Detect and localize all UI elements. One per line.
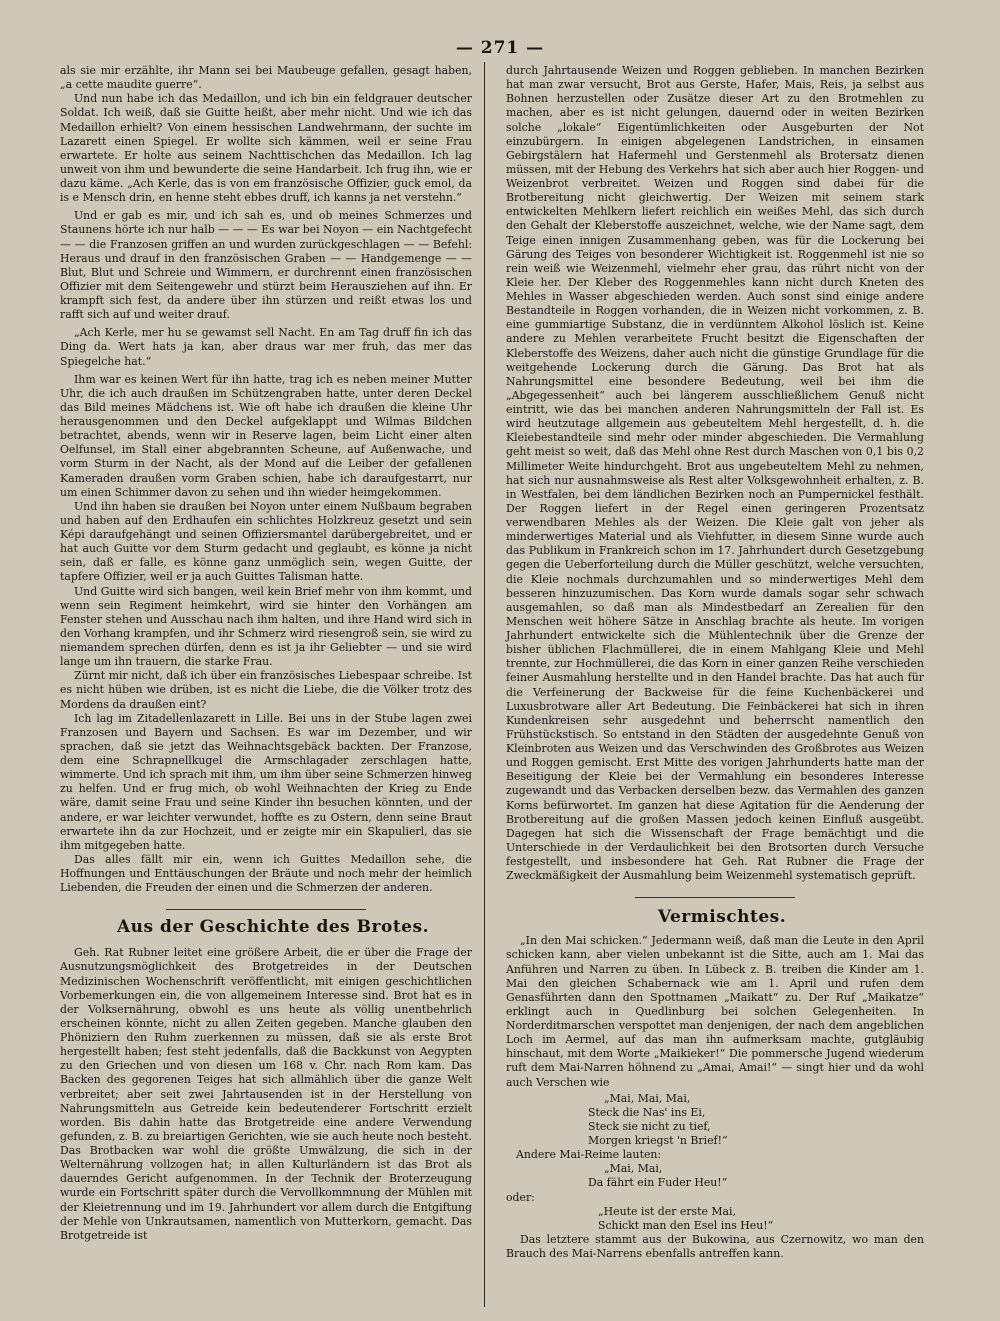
story-paragraph: Und Guitte wird sich bangen, weil kein Brief mehr von ihm kommt, und wenn sein Regiment heimkehrt, wird sie hinter den Vorhängen am Fenster stehen und Ausschau nach ihm halten, und ihre Hand wird sich in den Vorhang krampfen, und ihr Schmerz wird riesengroß sein, sie wird zu niemandem sprechen dürfen, denn es ist ja ihr Geliebter — und sie wird lange um ihn trauern, die starke Frau. xyxy=(60,584,472,669)
verse-block xyxy=(506,1092,924,1233)
column-divider xyxy=(484,62,485,1307)
verse-line: Steck sie nicht zu tief, xyxy=(588,1119,711,1133)
story-paragraph: Und ihn haben sie draußen bei Noyon unter einem Nußbaum begraben und haben auf den Erdhaufen ein schlichtes Holzkreuz gesetzt und sein Képi daraufgehängt und seinen Offiziersmantel darübergebreitet, und er hat auch Guitte vor dem Sturm gedacht und geglaubt, es könne ja nicht sein, daß er falle, es könne ganz unmöglich sein, wegen Guitte, der tapfere Offizier, weil er ja auch Guittes Talisman hatte. xyxy=(60,499,472,584)
misc-closing: Das letztere stammt aus der Bukowina, aus Czernowitz, wo man den Brauch des Mai-Narrens ebenfalls antreffen kann. xyxy=(506,1232,924,1260)
story-paragraph: als sie mir erzählte, ihr Mann sei bei Maubeuge gefallen, gesagt haben, „a cette maudite guerre“. xyxy=(60,64,472,92)
verse-line: Morgen kriegst 'n Brief!“ xyxy=(588,1134,728,1147)
headline-vermischtes: Vermischtes. xyxy=(657,907,787,928)
story-paragraph: Ich lag im Zitadellenlazarett in Lille. Bei uns in der Stube lagen zwei Franzosen und Bayern und Sachsen. Es war im Dezember, und wir sprachen, daß sie jetzt das Weihnachtsgebäck backten. Der Franzose, dem eine Schrapnellkugel die Armschlagader zerschlagen hatte, wimmerte. Und ich sprach mit ihm, um ihm über seine Schmerzen hinweg zu helfen. Und er frug mich, ob wohl Weihnachten der Krieg zu Ende wäre, damit seine Frau und seine Kinder ihn besuchen könnten, und der andere, er war leichter verwundet, hoffte es zu Ostern, denn seine Braut erwartete ihn da zur Hochzeit, und er zeigte mir ein Skapulierl, das sie ihm mitgegeben hatte. xyxy=(60,711,472,852)
misc-paragraph: „In den Mai schicken.“ Jedermann weiß, daß man die Leute in den April schicken kann, aber vielen unbekannt ist die Sitte, auch am 1. Mai das Anführen und Narren zu üben. In Lübeck z. B. treiben die Kinder am 1. Mai den gleichen Schabernack wie am 1. April und rufen dem Genasführten dann den Spottnamen „Maikatt“ zu. Der Ruf „Maikatze“ erklingt auch in Quedlinburg bei solchen Gelegenheiten. In Norderditmarschen verspottet man denjenigen, der nach dem angeblichen Loch im Aermel, auf das man ihn aufmerksam machte, gutgläubig hinschaut, mit dem Worte „Maikieker!“ Die pommersche Jugend wiederum ruft dem Mai-Narren höhnend zu „Amai, Amai!“ — singt hier und da wohl auch Verschen wie xyxy=(506,934,924,1089)
verse-oder-label: oder: xyxy=(506,1190,535,1204)
story-paragraph: „Ach Kerle, mer hu se gewamst sell Nacht. En am Tag druff fin ich das Ding da. Wert hats ja kan, aber draus war mer fruh, das mer das Spiegelche hat.“ xyxy=(60,326,472,368)
verse-line: Schickt man den Esel ins Heu!“ xyxy=(598,1218,774,1232)
story-paragraph: Das alles fällt mir ein, wenn ich Guittes Medaillon sehe, die Hoffnungen und Enttäuschungen der Bräute und noch mehr der heimlich Liebenden, die Freuden der einen und die Schmerzen der anderen. xyxy=(60,852,472,895)
verse-line: Steck die Nas' ins Ei, xyxy=(588,1105,706,1119)
left-column xyxy=(60,64,472,1243)
verse-intro: Andere Mai-Reime lauten: xyxy=(516,1148,662,1162)
article-paragraph: Geh. Rat Rubner leitet eine größere Arbeit, die er über die Frage der Ausnutzungsmöglichkeit des Brotgetreides in der Deutschen Medizinischen Wochenschrift veröffentlicht, mit einigen geschichtlichen Vorbemerkungen ein, die von allgemeinem Interesse sind. Brot hat es in der Volksernährung, obwohl es uns heute als völlig unentbehrlich erscheinen könnte, nicht zu allen Zeiten gegeben. Manche glauben den Phöniziern den Ruhm zuerkennen zu müssen, daß sie als erste Brot hergestellt haben; fest steht jedenfalls, daß die Backkunst von Aegypten zu den Griechen und von diesen um 168 v. Chr. nach Rom kam. Das Backen des gegorenen Teiges hat sich allmählich über die ganze Welt verbreitet; aber seit zwei Jahrtausenden ist in der Herstellung von Nahrungsmitteln aus Getreide kein bedeutenderer Fortschritt erzielt worden. Bis dahin hatte das Brotgetreide eine andere Verwendung gefunden, z. B. zu breiartigen Gerichten, wie sie auch heute noch besteht. Das Brotbacken war wohl die größte Umwälzung, die sich in der Welternährung vollzogen hat; in allen Kulturländern ist das Brot als dauerndes Gericht aufgenommen. In der Technik der Broterzeugung wurde ein Fortschritt später durch die Vervollkommnung der Mühlen mit der Kleietrennung und im 19. Jahrhundert vor allem durch die Entgiftung der Mehle von Unkrautsamen, namentlich von Mutterkorn, gemacht. Das Brotgetreide ist xyxy=(60,946,472,1242)
article-paragraph: durch Jahrtausende Weizen und Roggen geblieben. In manchen Bezirken hat man zwar versucht, Brot aus Gerste, Hafer, Mais, Reis, ja selbst aus Bohnen herzustellen oder Zusätze dieser Art zu den Brotmehlen zu machen, aber es ist nicht gelungen, dauernd oder in weiten Bezirken solche „lokale“ Eigentümlichkeiten oder Ausgeburten der Not einzubürgern. In einigen abgelegenen Landstrichen, in einsamen Gebirgstälern hat Hafermehl und Gerstenmehl als Brotersatz dienen müssen, mit der Hebung des Verkehrs hat sich aber auch hier Roggen- und Weizenbrot verbreitet. Weizen und Roggen sind dabei für die Brotbereitung nicht gleichwertig. Der Weizen mit seinem stark entwickelten Mehlkern liefert reichlich ein weißes Mehl, das sich durch den Gehalt der Kleberstoffe auszeichnet, welche, wie der Name sagt, dem Teige einen innigen Zusammenhang geben, was für die Lockerung bei Gärung des Teiges von besonderer Wichtigkeit ist. Roggenmehl ist nie so rein weiß wie Weizenmehl, vielmehr eher grau, das rührt nicht von der Kleie her. Der Kleber des Roggenmehles kann nicht durch Kneten des Mehles in Wasser abgeschieden werden. Auch sonst sind einige andere Bestandteile in Roggen vorhanden, die in Weizen nicht vorkommen, z. B. eine gummiartige Substanz, die in verdünntem Alkohol löslich ist. Keine andere zu Mehlen verarbeitete Frucht besitzt die Eigenschaften der Kleberstoffe des Weizens, daher auch nicht die günstige Grundlage für die weitgehende Lockerung durch die Gärung. Das Brot hat als Nahrungsmittel eine besondere Bedeutung, weil bei ihm die „Abgegessenheit“ auch bei längerem ausschließlichem Genuß nicht eintritt, wie das bei manchen anderen Nahrungsmitteln der Fall ist. Es wird heutzutage allgemein aus gebeuteltem Mehl hergestellt, d. h. die Kleiebestandteile sind mehr oder minder abgeschieden. Die Vermahlung geht meist so weit, daß das Mehl ohne Rest durch Maschen von 0,1 bis 0,2 Millimeter Weite hindurchgeht. Brot aus ungebeuteltem Mehl zu nehmen, hat sich nur ausnahmsweise als Rest alter Volksgewohnheit erhalten, z. B. in Westfalen, bei dem ländlichen Bezirken noch an Pumpernickel festhält. Der Roggen liefert in der Regel einen geringeren Prozentsatz verwendbaren Mehles als der Weizen. Die Kleie galt von jeher als minderwertiges Material und als Viehfutter, in diesem Sinne wurde auch das Publikum in Frankreich schon im 17. Jahrhundert durch Gesetzgebung gegen die Ueberforteilung durch die Müller geschützt, welche versuchten, die Kleie nochmals durchzumahlen und so minderwertiges Mehl dem besseren hinzuzumischen. Das Korn wurde damals sogar sehr schwach ausgemahlen, so daß man als Mindestbedarf an Zerealien für den Menschen weit höhere Sätze in Anschlag brachte als heute. Im vorigen Jahrhundert entwickelte sich die Mühlentechnik über die Grenze der bisher üblichen Flachmüllerei, die in einem Mahlgang Kleie und Mehl trennte, zur Hochmüllerei, die das Korn in einer ganzen Reihe verschieden feiner Ausmahlung herstellte und in den Handel brachte. Das hat auch für die Verfeinerung der Backweise für die feine Kuchenbäckerei und Luxusbrotware aller Art Bedeutung. Die Feinbäckerei hat sich in ihren Kundenkreisen sehr ausgedehnt und beherrscht namentlich den Frühstückstisch. So entstand in den Städten der ausgedehnte Genuß von Kleinbroten aus Weizen und das Verschwinden des Großbrotes aus Weizen und Roggen gemischt. Erst Mitte des vorigen Jahrhunderts hatte man der Beseitigung der Kleie bei der Vermahlung ein besonderes Interesse zugewandt und das Verbacken derselben bezw. das Vermahlen des ganzen Korns befürwortet. Im ganzen hat diese Agitation für die Aenderung der Brotbereitung auf die großen Massen jedoch keinen Einfluß ausgeübt. Dagegen hat sich die Wissenschaft der Frage bemächtigt und die Unterschiede in der Verdaulichkeit bei den Brotsorten durch Versuche festgestellt, und insbesondere hat Geh. Rat Rubner die Frage der Zweckmäßigkeit der Ausmahlung beim Weizenmehl systematisch geprüft. xyxy=(506,64,924,883)
verse-line: „Mai, Mai, xyxy=(604,1162,663,1176)
verse-line: Da fährt ein Fuder Heu!“ xyxy=(588,1176,728,1190)
story-paragraph: Und er gab es mir, und ich sah es, und ob meines Schmerzes und Staunens hörte ich nur halb — — — Es war bei Noyon — ein Nachtgefecht — — die Franzosen griffen an und wurden zurückgeschlagen — — Befehl: Heraus und drauf in den französischen Graben — — Handgemenge — — Blut, Blut und Schreie und Wimmern, er durchrennt einen französischen Offizier mit dem Seitengewehr und stürzt beim Herausziehen auf ihn. Er krampft sich fest, da andere über ihn stürzen und reißt etwas los und rafft sich auf und weiter drauf. xyxy=(60,209,472,322)
verse-line: „Heute ist der erste Mai, xyxy=(598,1204,736,1218)
section-rule xyxy=(635,889,795,898)
story-paragraph: Und nun habe ich das Medaillon, und ich bin ein feldgrauer deutscher Soldat. Ich weiß, daß sie Guitte heißt, aber mehr nicht. Und wie ich das Medaillon erhielt? Von einem hessischen Landwehrmann, der suchte im Lazarett einen Spiegel. Er wollte sich kämmen, weil er seine Frau erwartete. Er holte aus seinem Nachttischchen das Medaillon. Ich lag unweit von ihm und bewunderte die seine Handarbeit. Ich frug ihn, wie er dazu käme. „Ach Kerle, das is von em französische Offizier, guck emol, da is e Mensch drin, en henne steht ebbes druff, ich kanns ja net verstehn.“ xyxy=(60,92,472,205)
right-column xyxy=(506,64,924,1261)
story-paragraph: Ihm war es keinen Wert für ihn hatte, trag ich es neben meiner Mutter Uhr, die ich auch draußen im Schützengraben hatte, unter deren Deckel das Bild meines Mädchens ist. Wie oft habe ich draußen die kleine Uhr herausgenommen und den Deckel aufgeklappt und Wilmas Bildchen betrachtet, abends, wenn wir in Reserve lagen, beim Licht einer alten Oelfunsel, im Stall einer abgebrannten Scheune, auf Außenwache, und vorm Sturm in der Nacht, als der Mond auf die Leiber der gefallenen Kameraden draußen vorm Graben schien, habe ich daraufgestarrt, nur um einen Schimmer davon zu sehen und ihn wieder heimgekommen. xyxy=(60,372,472,499)
story-paragraph: Zürnt mir nicht, daß ich über ein französisches Liebespaar schreibe. Ist es nicht hüben wie drüben, ist es nicht die Liebe, die die Völker trotz des Mordens da draußen eint? xyxy=(60,669,472,711)
verse-line: „Mai, Mai, Mai, xyxy=(604,1091,691,1105)
page-number: — 271 — xyxy=(455,38,545,58)
headline-brot: Aus der Geschichte des Brotes. xyxy=(116,917,429,938)
section-rule xyxy=(166,901,366,910)
